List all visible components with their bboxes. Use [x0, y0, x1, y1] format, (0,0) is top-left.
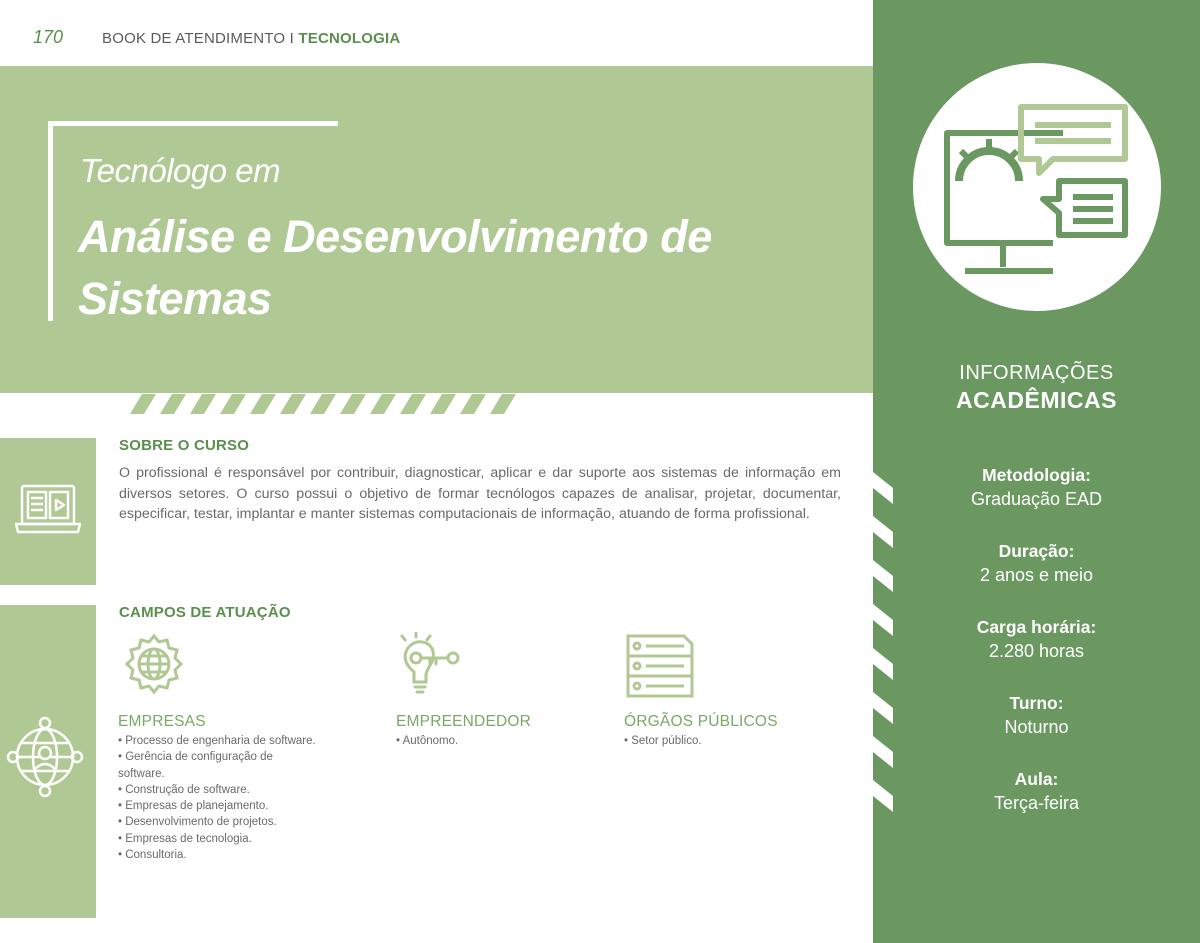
course-title: Análise e Desenvolvimento de Sistemas [78, 211, 712, 324]
info-label: Metodologia: [982, 465, 1091, 485]
info-label: Turno: [1009, 693, 1064, 713]
running-head-category: TECNOLOGIA [298, 30, 401, 47]
about-tab [0, 438, 96, 585]
list-item: • Autônomo. [396, 735, 459, 747]
info-value: 2.280 horas [988, 641, 1085, 661]
info-value: Noturno [1004, 717, 1069, 737]
info-heading [873, 362, 1200, 414]
lightbulb-key-icon [396, 632, 468, 700]
field-name: EMPREENDEDOR [396, 713, 532, 730]
list-item: • Gerência de configuração de software. [118, 751, 273, 780]
server-icon [624, 632, 696, 700]
fields-heading: CAMPOS DE ATUAÇÃO [119, 604, 291, 621]
stripe-decoration [118, 394, 518, 414]
info-item-carga-horaria [873, 617, 1200, 693]
field-list [118, 733, 318, 863]
about-heading: SOBRE O CURSO [119, 437, 250, 454]
globe-gear-icon [118, 632, 190, 700]
globe-people-icon [3, 715, 87, 799]
field-orgaos-publicos [624, 632, 824, 749]
list-item: • Desenvolvimento de projetos. [118, 816, 277, 829]
info-heading-light: INFORMAÇÕES [959, 362, 1114, 384]
info-value: Graduação EAD [970, 489, 1103, 509]
list-item: • Processo de engenharia de software. [118, 735, 316, 747]
list-item: • Empresas de planejamento. [118, 800, 269, 813]
info-item-metodologia [873, 465, 1200, 541]
list-item: • Setor público. [624, 735, 702, 747]
info-label: Carga horária: [976, 617, 1097, 637]
course-subtitle: Tecnólogo em [80, 152, 281, 189]
list-item: • Construção de software. [118, 783, 250, 796]
hero-banner [0, 66, 873, 393]
info-value: 2 anos e meio [979, 565, 1094, 585]
info-label: Aula: [1014, 769, 1059, 789]
field-name: EMPRESAS [118, 713, 206, 730]
computer-chat-icon [913, 63, 1161, 311]
info-item-turno [873, 693, 1200, 769]
page-number: 170 [33, 27, 64, 47]
field-list [624, 733, 824, 749]
info-item-aula [873, 769, 1200, 845]
page-header [0, 0, 873, 66]
field-empreendedor [396, 632, 596, 749]
course-icon-circle [913, 63, 1161, 311]
info-value: Terça-feira [993, 793, 1080, 813]
info-label: Duração: [998, 541, 1075, 561]
fields-tab [0, 605, 96, 918]
laptop-book-icon [12, 480, 84, 544]
field-list [396, 733, 596, 749]
hero-frame-left [48, 121, 53, 321]
info-heading-bold: ACADÊMICAS [956, 387, 1117, 413]
about-text: O profissional é responsável por contribuir, diagnosticar, aplicar e dar suporte aos sistemas de informação em diversos setores. O curso possui o objetivo de formar tecnólogos capazes de analisar, projetar, documentar, especificar, testar, implantar e manter sistemas computacionais de informação, atuando de forma profissional. [119, 465, 841, 522]
list-item: • Empresas de tecnologia. [118, 832, 252, 845]
list-item: • Consultoria. [118, 849, 187, 862]
running-head-prefix: BOOK DE ATENDIMENTO I [102, 30, 299, 47]
info-item-duracao [873, 541, 1200, 617]
field-empresas [118, 632, 318, 863]
hero-frame-top [48, 121, 338, 126]
field-name: ÓRGÃOS PÚBLICOS [624, 713, 778, 730]
info-list [873, 465, 1200, 845]
running-head [102, 30, 400, 47]
